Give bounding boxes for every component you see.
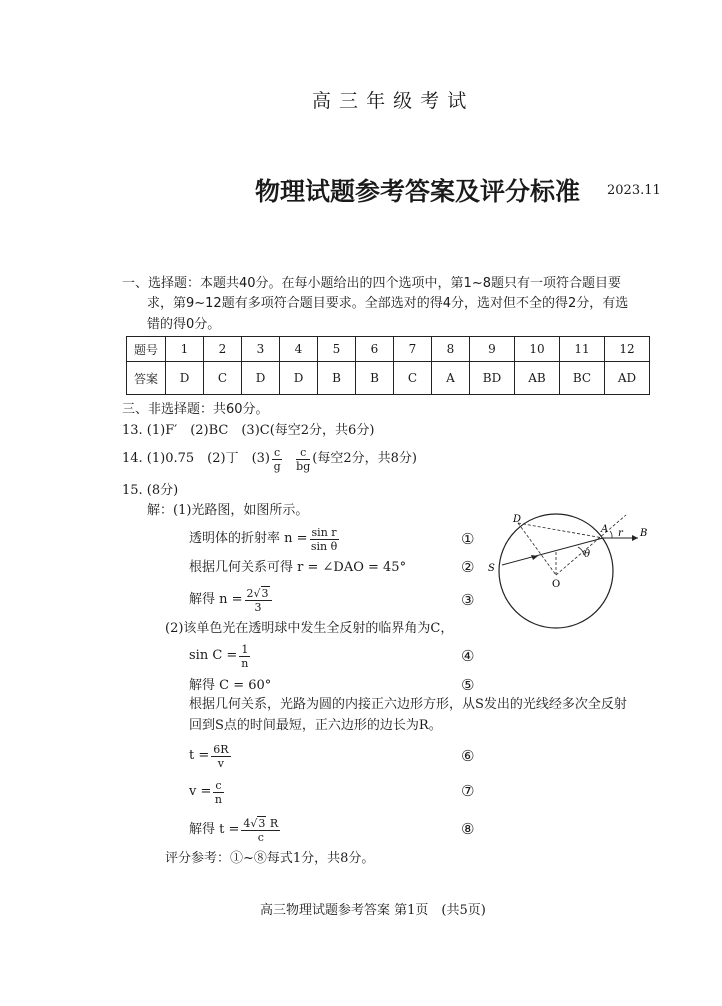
exam-name: 高 三 年 级 考 试 <box>312 90 468 112</box>
equation-text: t = <box>189 748 210 763</box>
equation-3 <box>189 582 274 618</box>
table-cell: 5 <box>318 337 356 362</box>
fraction-numerator: c <box>274 445 281 459</box>
q14-prefix: 14. (1)0.75 (2)丁 (3) <box>122 451 270 466</box>
label-theta: θ <box>584 549 591 560</box>
section1-line3: 错的得0分。 <box>147 317 221 332</box>
table-cell: 8 <box>432 337 470 362</box>
table-cell: AD <box>605 362 650 395</box>
table-cell: BC <box>560 362 605 395</box>
q14-fraction-2 <box>296 446 310 473</box>
eq1-fraction <box>310 526 339 553</box>
equation-mark-2: ② <box>461 558 475 576</box>
eq4-fraction <box>239 643 250 670</box>
fraction-numerator: 4√3 R <box>243 816 279 830</box>
answer-table <box>126 336 650 395</box>
line-do <box>518 523 556 575</box>
q13-answer: 13. (1)F′ (2)BC (3)C(每空2分，共6分) <box>122 423 375 438</box>
row-label-answer: 答案 <box>127 362 166 395</box>
table-row-numbers <box>127 337 650 362</box>
eq6-fraction <box>211 743 230 770</box>
table-cell: 10 <box>515 337 560 362</box>
equation-6 <box>189 738 233 774</box>
sphere-circle <box>499 514 613 628</box>
label-a: A <box>601 524 609 535</box>
table-cell: C <box>204 362 242 395</box>
label-r: r <box>618 528 623 539</box>
fraction-denominator: n <box>214 792 222 806</box>
equation-text: sin C = <box>189 648 238 663</box>
table-cell: 3 <box>242 337 280 362</box>
fraction-denominator: g <box>273 459 281 473</box>
row-label-number: 题号 <box>127 337 166 362</box>
equation-text: v = <box>189 784 212 799</box>
eq7-fraction <box>213 779 223 806</box>
equation-5: 解得 C = 60° <box>189 678 272 693</box>
equation-1 <box>189 521 341 557</box>
equation-text: 透明体的折射率 n = <box>189 531 308 546</box>
equation-8 <box>189 811 282 849</box>
coefficient: 2 <box>246 586 254 600</box>
eq3-fraction <box>245 587 272 614</box>
table-cell: D <box>280 362 318 395</box>
label-b: B <box>640 528 648 539</box>
table-cell: D <box>242 362 280 395</box>
table-cell: 4 <box>280 337 318 362</box>
fraction-denominator: 3 <box>254 600 262 614</box>
q14-suffix: (每空2分，共8分) <box>312 451 417 466</box>
equation-text: 解得 n = <box>189 592 243 607</box>
fraction-numerator: 6R <box>213 742 229 756</box>
table-cell: 1 <box>166 337 204 362</box>
angle-r-arc <box>610 531 612 538</box>
fraction-numerator: c <box>215 778 222 792</box>
table-cell: BD <box>470 362 515 395</box>
q15-part1-intro: 解：(1)光路图，如图所示。 <box>147 503 309 518</box>
equation-7 <box>189 774 226 810</box>
fraction-numerator: 2√3 <box>245 587 272 601</box>
section1-line2: 求，第9~12题有多项符合题目要求。全部选对的得4分，选对但不全的得2分，有选 <box>147 296 629 311</box>
exit-arrow <box>632 535 638 541</box>
equation-mark-7: ⑦ <box>461 782 475 800</box>
table-cell: A <box>432 362 470 395</box>
fraction-denominator: c <box>257 830 264 844</box>
q14-answer <box>122 442 417 476</box>
label-s: S <box>488 563 495 574</box>
fraction-denominator: v <box>217 756 224 770</box>
equation-4 <box>189 639 252 673</box>
table-cell: AB <box>515 362 560 395</box>
equation-mark-1: ① <box>461 530 475 548</box>
page-footer: 高三物理试题参考答案 第1页 (共5页) <box>260 903 486 918</box>
equation-mark-5: ⑤ <box>461 676 475 694</box>
q15-heading: 15. (8分) <box>122 483 179 498</box>
page-title: 物理试题参考答案及评分标准 <box>255 177 581 206</box>
fraction-numerator: 1 <box>241 642 249 656</box>
label-d: D <box>513 514 522 525</box>
table-cell: 6 <box>356 337 394 362</box>
equation-mark-3: ③ <box>461 591 475 609</box>
equation-mark-4: ④ <box>461 647 475 665</box>
table-cell: D <box>166 362 204 395</box>
table-cell: C <box>394 362 432 395</box>
fraction-denominator: sin θ <box>310 539 338 553</box>
fraction-denominator: n <box>241 656 249 670</box>
section3-heading: 三、非选择题：共60分。 <box>122 402 269 417</box>
label-o: O <box>552 579 561 590</box>
coefficient: 4 <box>243 816 251 830</box>
table-cell: B <box>318 362 356 395</box>
geometry-line-1: 根据几何关系，光路为圆的内接正六边形方形，从S发出的光线经多次全反射 <box>189 697 627 712</box>
table-cell: 2 <box>204 337 242 362</box>
normal-line <box>556 515 626 575</box>
eq8-fraction <box>241 817 280 844</box>
equation-2: 根据几何关系可得 r = ∠DAO = 45° <box>189 560 407 575</box>
table-cell: 11 <box>560 337 605 362</box>
optics-diagram <box>480 505 660 645</box>
table-cell: 7 <box>394 337 432 362</box>
table-cell: B <box>356 362 394 395</box>
fraction-numerator: c <box>296 446 310 460</box>
exam-date: 2023.11 <box>607 183 661 198</box>
radicand: 3 <box>258 816 266 830</box>
numerator-tail: R <box>266 816 279 830</box>
fraction-numerator: sin r <box>311 525 337 539</box>
equation-mark-6: ⑥ <box>461 747 475 765</box>
table-cell: 12 <box>605 337 650 362</box>
q15-scoring: 评分参考：①~⑧每式1分，共8分。 <box>165 851 375 866</box>
radicand: 3 <box>261 586 269 600</box>
equation-mark-8: ⑧ <box>461 820 475 838</box>
fraction-denominator: bg <box>296 459 311 473</box>
q14-fraction-1 <box>272 446 282 473</box>
table-row-answers <box>127 362 650 395</box>
equation-text: 解得 t = <box>189 822 240 837</box>
q15-part2-intro: (2)该单色光在透明球中发生全反射的临界角为C， <box>165 621 454 636</box>
geometry-line-2: 回到S点的时间最短，正六边形的边长为R。 <box>189 718 442 733</box>
section1-line1: 一、选择题：本题共40分。在每小题给出的四个选项中，第1~8题只有一项符合题目要 <box>122 276 621 291</box>
table-cell: 9 <box>470 337 515 362</box>
